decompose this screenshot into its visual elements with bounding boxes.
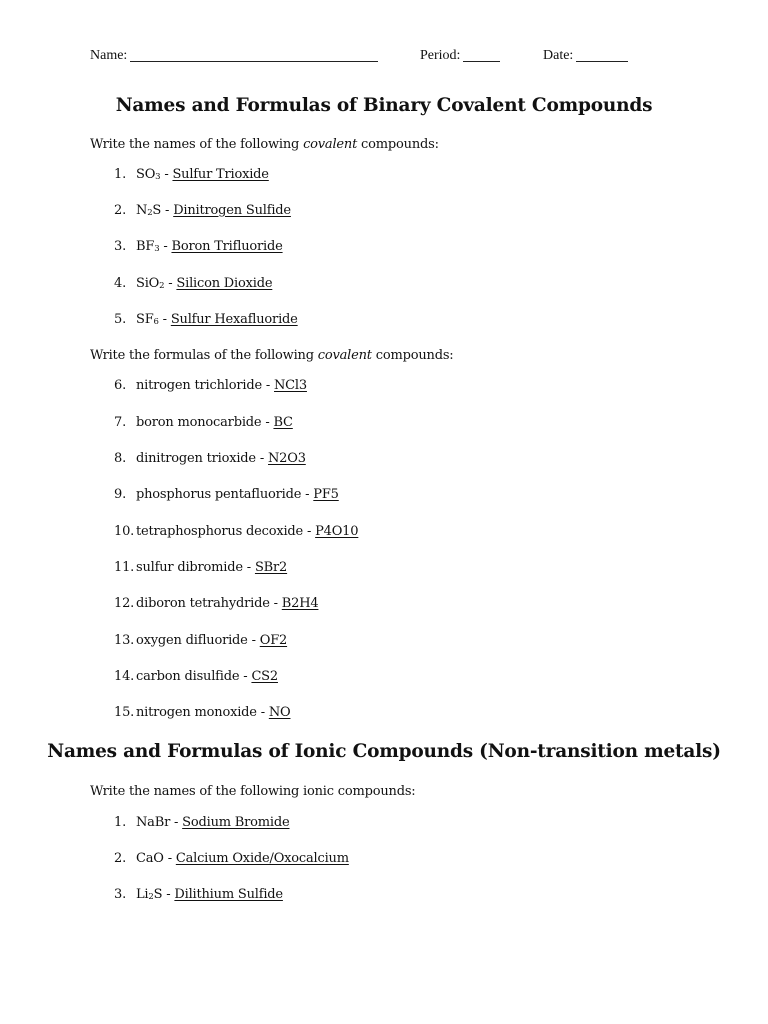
list-item bbox=[0, 524, 768, 542]
formula: $Li_2S$ bbox=[136, 887, 163, 902]
formula: $BF_3$ bbox=[136, 239, 160, 254]
answer: NCl3 bbox=[274, 378, 307, 393]
item-body: nitrogen trichloride - NCl3 bbox=[136, 378, 307, 393]
item-body: tetraphosphorus decoxide - P4O10 bbox=[136, 524, 359, 539]
section-title-ionic: Names and Formulas of Ionic Compounds (Non-transition metals) bbox=[47, 741, 721, 762]
compound-name: phosphorus pentafluoride bbox=[136, 487, 302, 502]
item-number: 11. bbox=[114, 560, 135, 575]
answer: PF5 bbox=[313, 487, 339, 502]
compound-name: dinitrogen trioxide bbox=[136, 451, 256, 466]
period-blank[interactable] bbox=[463, 47, 500, 62]
item-body: $Li_2S$ - Dilithium Sulfide bbox=[136, 887, 283, 902]
answer: Boron Trifluoride bbox=[171, 239, 283, 254]
answer: Sodium Bromide bbox=[182, 815, 290, 830]
name-blank[interactable] bbox=[130, 47, 378, 62]
instructions-covalent-names bbox=[90, 137, 439, 152]
item-number: 4. bbox=[114, 276, 127, 291]
item-body: NaBr - Sodium Bromide bbox=[136, 815, 290, 830]
formula: CaO bbox=[136, 851, 164, 866]
item-number: 1. bbox=[114, 815, 127, 830]
item-body: nitrogen monoxide - NO bbox=[136, 705, 291, 720]
item-number: 3. bbox=[114, 239, 127, 254]
instr-prefix: Write the formulas of the following bbox=[90, 348, 318, 363]
answer: Dinitrogen Sulfide bbox=[173, 203, 291, 218]
date-label: Date: bbox=[543, 48, 574, 63]
formula: $SO_3$ bbox=[136, 167, 161, 182]
list-item bbox=[0, 203, 768, 221]
item-number: 14. bbox=[114, 669, 135, 684]
instr-emphasis: covalent bbox=[317, 348, 372, 363]
formula: $N_2S$ bbox=[136, 203, 162, 218]
name-field bbox=[90, 47, 378, 64]
item-number: 12. bbox=[114, 596, 135, 611]
item-number: 13. bbox=[114, 633, 135, 648]
compound-name: nitrogen monoxide bbox=[136, 705, 257, 720]
instructions-ionic-names: Write the names of the following ionic compounds: bbox=[90, 784, 416, 799]
answer: N2O3 bbox=[268, 451, 306, 466]
item-number: 15. bbox=[114, 705, 135, 720]
list-item bbox=[0, 451, 768, 469]
instructions-covalent-formulas bbox=[90, 348, 453, 363]
period-label: Period: bbox=[420, 48, 461, 63]
compound-name: carbon disulfide bbox=[136, 669, 240, 684]
date-blank[interactable] bbox=[576, 47, 628, 62]
answer: NO bbox=[268, 705, 291, 720]
formula: NaBr bbox=[136, 815, 171, 830]
list-item bbox=[0, 560, 768, 578]
item-body: phosphorus pentafluoride - PF5 bbox=[136, 487, 339, 502]
item-number: 2. bbox=[114, 203, 127, 218]
answer: Sulfur Trioxide bbox=[172, 167, 269, 182]
list-item bbox=[0, 596, 768, 614]
answer: B2H4 bbox=[281, 596, 319, 611]
item-body: sulfur dibromide - SBr2 bbox=[136, 560, 288, 575]
answer: Dilithium Sulfide bbox=[174, 887, 283, 902]
list-item bbox=[0, 167, 768, 185]
item-body: $N_2S$ - Dinitrogen Sulfide bbox=[136, 203, 291, 218]
answer: SBr2 bbox=[254, 560, 288, 575]
item-body: $SO_3$ - Sulfur Trioxide bbox=[136, 167, 269, 182]
item-number: 7. bbox=[114, 415, 127, 430]
answer: Silicon Dioxide bbox=[176, 276, 273, 291]
item-number: 2. bbox=[114, 851, 127, 866]
period-field bbox=[420, 47, 500, 64]
item-number: 9. bbox=[114, 487, 127, 502]
item-body: CaO - Calcium Oxide/Oxocalcium bbox=[136, 851, 349, 866]
list-item bbox=[0, 487, 768, 505]
instr-emphasis: covalent bbox=[303, 137, 358, 152]
item-number: 8. bbox=[114, 451, 127, 466]
list-item bbox=[0, 312, 768, 330]
compound-name: boron monocarbide bbox=[136, 415, 262, 430]
list-item bbox=[0, 378, 768, 396]
item-number: 6. bbox=[114, 378, 127, 393]
list-item bbox=[0, 815, 768, 833]
instr-suffix: compounds: bbox=[357, 137, 439, 152]
item-body: $SF_6$ - Sulfur Hexafluoride bbox=[136, 312, 298, 327]
compound-name: nitrogen trichloride bbox=[136, 378, 262, 393]
name-label: Name: bbox=[90, 48, 128, 63]
answer: CS2 bbox=[251, 669, 278, 684]
answer: P4O10 bbox=[315, 524, 359, 539]
item-body: diboron tetrahydride - B2H4 bbox=[136, 596, 319, 611]
item-body: oxygen difluoride - OF2 bbox=[136, 633, 288, 648]
answer: OF2 bbox=[259, 633, 288, 648]
item-number: 3. bbox=[114, 887, 127, 902]
item-body: dinitrogen trioxide - N2O3 bbox=[136, 451, 306, 466]
item-body: $BF_3$ - Boron Trifluoride bbox=[136, 239, 283, 254]
item-body: carbon disulfide - CS2 bbox=[136, 669, 278, 684]
list-item bbox=[0, 851, 768, 869]
list-item bbox=[0, 415, 768, 433]
list-item bbox=[0, 669, 768, 687]
item-number: 10. bbox=[114, 524, 135, 539]
list-item bbox=[0, 887, 768, 905]
compound-name: tetraphosphorus decoxide bbox=[136, 524, 304, 539]
list-item bbox=[0, 633, 768, 651]
answer: Calcium Oxide/Oxocalcium bbox=[175, 851, 349, 866]
formula: $SF_6$ bbox=[136, 312, 159, 327]
formula: SiO$_2$ bbox=[136, 276, 165, 291]
answer: Sulfur Hexafluoride bbox=[170, 312, 298, 327]
instr-prefix: Write the names of the following bbox=[90, 137, 304, 152]
item-body: SiO$_2$ - Silicon Dioxide bbox=[136, 276, 273, 291]
item-body: boron monocarbide - BC bbox=[136, 415, 293, 430]
answer: BC bbox=[273, 415, 293, 430]
item-number: 5. bbox=[114, 312, 127, 327]
list-item bbox=[0, 705, 768, 723]
section-title-covalent: Names and Formulas of Binary Covalent Compounds bbox=[115, 95, 653, 116]
compound-name: diboron tetrahydride bbox=[136, 596, 270, 611]
compound-name: sulfur dibromide bbox=[136, 560, 243, 575]
item-number: 1. bbox=[114, 167, 127, 182]
list-item bbox=[0, 276, 768, 294]
instr-suffix: compounds: bbox=[371, 348, 454, 363]
date-field bbox=[543, 47, 628, 64]
list-item bbox=[0, 239, 768, 257]
compound-name: oxygen difluoride bbox=[136, 633, 248, 648]
